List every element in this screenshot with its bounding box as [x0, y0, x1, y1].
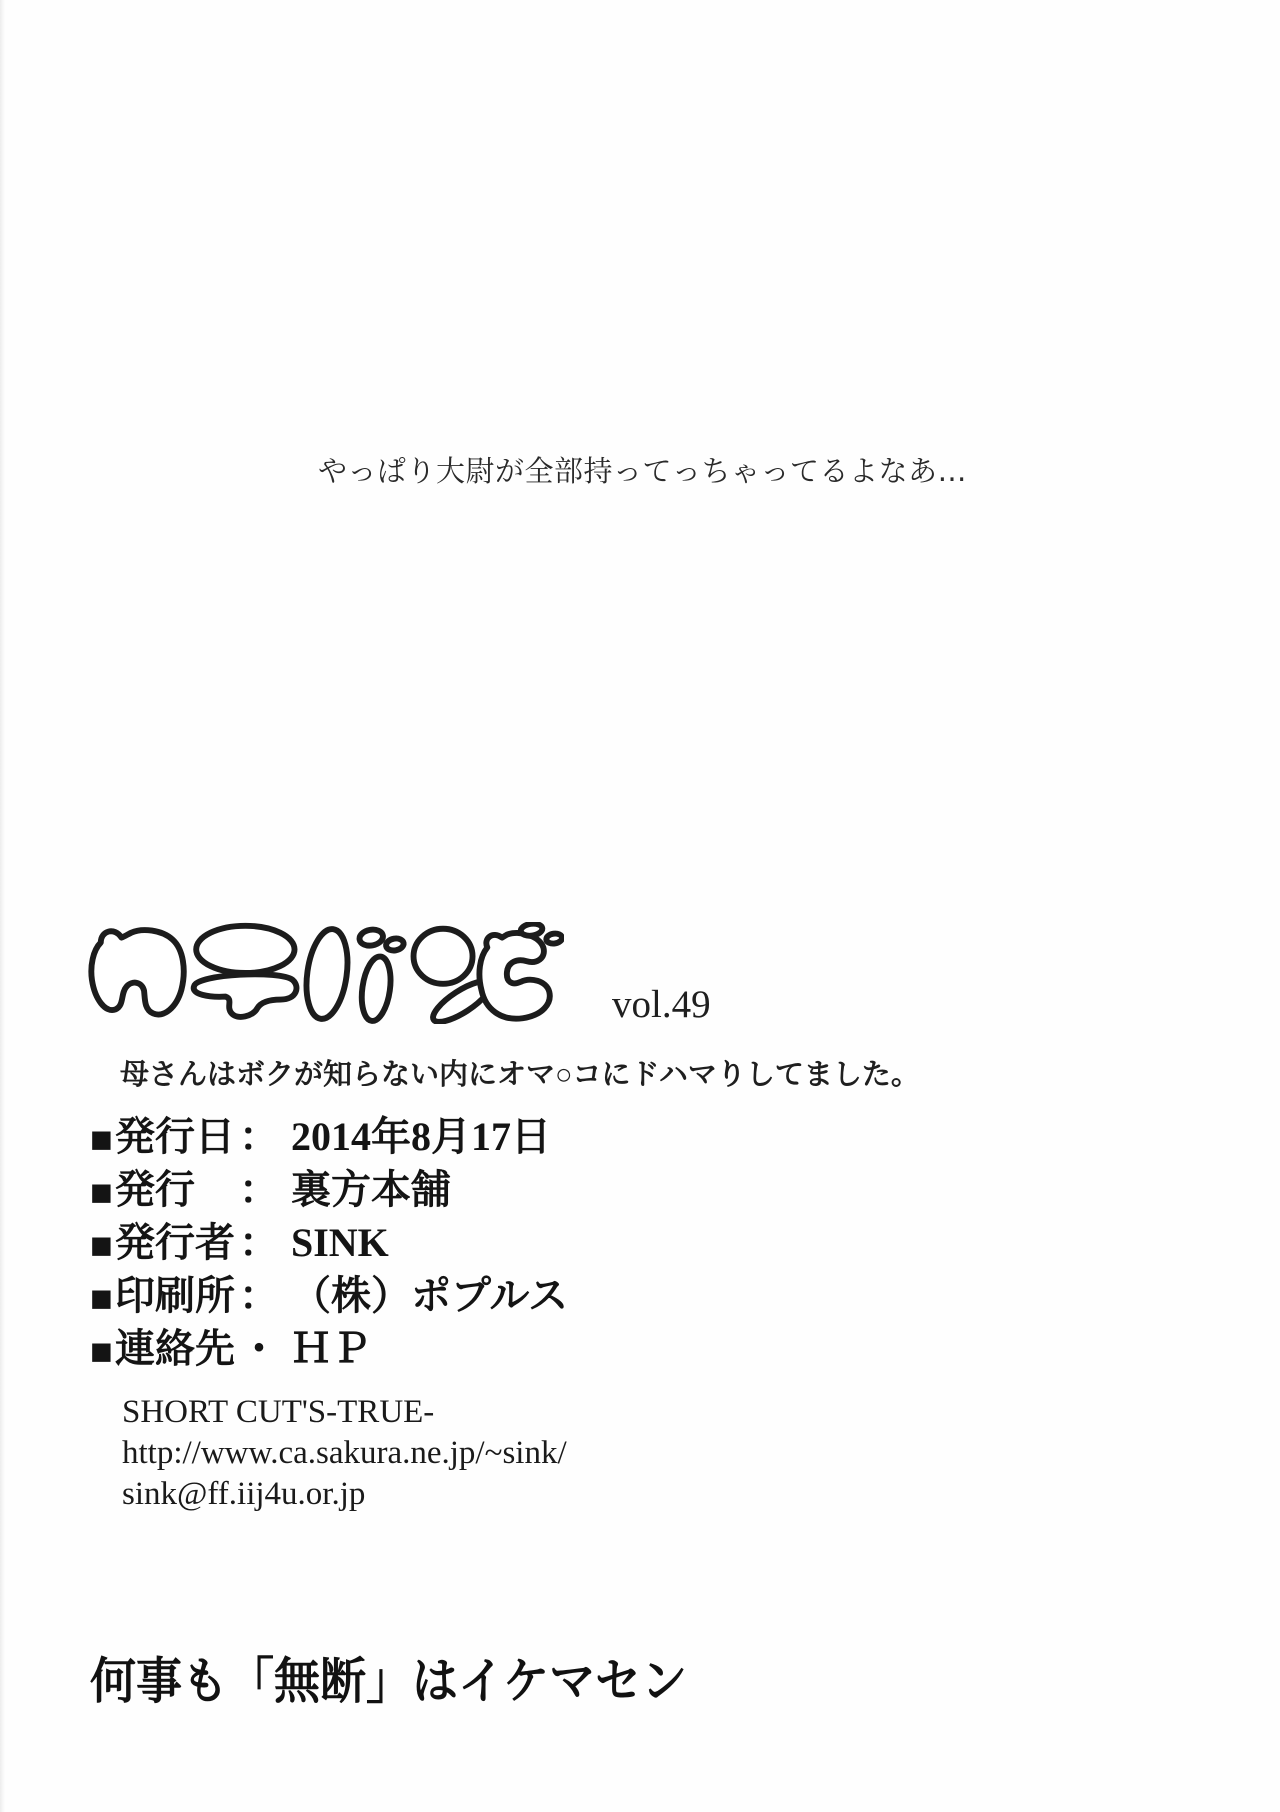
- square-bullet-icon: ■: [90, 1119, 113, 1161]
- scan-edge: [0, 0, 5, 1812]
- square-bullet-icon: ■: [90, 1225, 113, 1267]
- author-comment: やっぱり大尉が全部持ってっちゃってるよなあ…: [318, 454, 968, 488]
- colophon-value: 裏方本舗: [290, 1167, 451, 1212]
- colophon-separator: ：: [238, 1167, 279, 1212]
- colophon-value: （株）ポプルス: [290, 1273, 569, 1318]
- colophon-separator: ：: [238, 1273, 279, 1318]
- square-bullet-icon: ■: [90, 1172, 113, 1214]
- colophon-label: 連絡先: [114, 1326, 235, 1371]
- logo-glyph-bi: [479, 922, 562, 1018]
- colophon-row-publish-date: [90, 1110, 568, 1163]
- square-bullet-icon: ■: [90, 1278, 113, 1320]
- logo-glyph-ba: [301, 926, 404, 1022]
- colophon-separator: ：: [238, 1220, 279, 1265]
- no-unauthorized-use-notice: 何事も「無断」はイケマセン: [90, 1651, 688, 1711]
- website-url: http://www.ca.sakura.ne.jp/~sink/: [122, 1435, 567, 1471]
- publication-info: [90, 1110, 568, 1375]
- contact-block: [122, 1392, 567, 1515]
- square-bullet-icon: ■: [90, 1331, 113, 1373]
- email-address: sink@ff.iij4u.or.jp: [122, 1476, 366, 1512]
- colophon-label: 印刷所: [114, 1273, 235, 1318]
- colophon-row-publisher: [90, 1163, 568, 1216]
- colophon-row-printer: [90, 1269, 568, 1322]
- urabambi-logo: [88, 922, 564, 1024]
- colophon-value: SINK: [290, 1220, 389, 1265]
- colophon-label: 発行日: [114, 1114, 235, 1159]
- colophon-row-contact: [90, 1322, 568, 1375]
- book-subtitle: 母さんはボクが知らない内にオマ○コにドハマりしてました。: [120, 1059, 920, 1091]
- logo-glyph-u: [91, 930, 183, 1014]
- colophon-row-author: [90, 1216, 568, 1269]
- colophon-separator: ・: [238, 1326, 279, 1371]
- colophon-separator: ：: [238, 1114, 279, 1159]
- colophon-label: 発行者: [114, 1220, 235, 1265]
- colophon-label: 発行: [114, 1167, 195, 1212]
- volume-number: vol.49: [612, 983, 711, 1026]
- colophon-value: 2014年8月17日: [290, 1114, 551, 1159]
- site-name: SHORT CUT'S-TRUE-: [122, 1394, 435, 1430]
- colophon-value: ＨＰ: [290, 1326, 371, 1371]
- logo-glyph-ra: [194, 926, 297, 1017]
